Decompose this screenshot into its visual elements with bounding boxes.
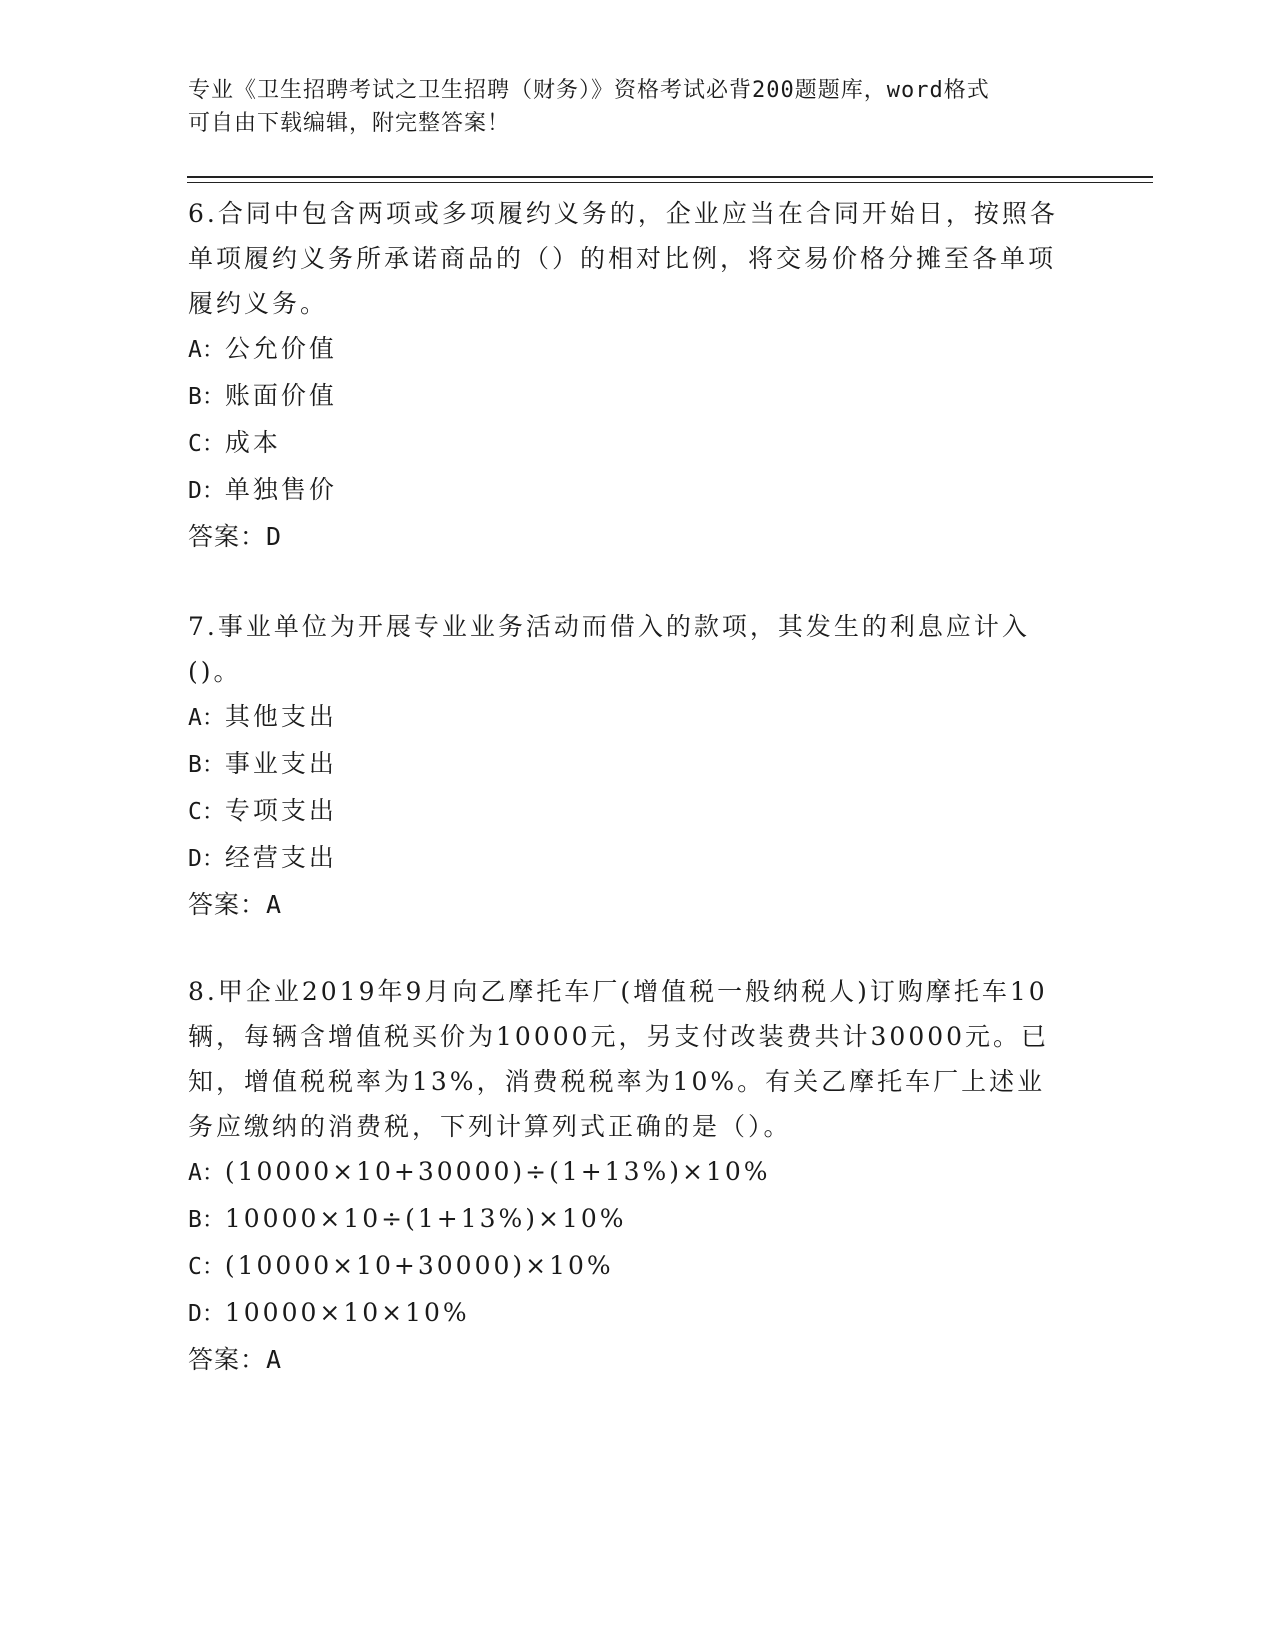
option-text: 经营支出 xyxy=(224,843,337,872)
option-c xyxy=(188,1243,1068,1290)
question-stem: 7.事业单位为开展专业业务活动而借入的款项，其发生的利息应计入()。 xyxy=(188,612,1030,686)
option-key: B： xyxy=(188,1207,225,1233)
question-6 xyxy=(188,191,1068,559)
option-key: D： xyxy=(188,478,225,504)
option-d xyxy=(188,1290,1068,1337)
question-7 xyxy=(188,604,1068,927)
option-b xyxy=(188,741,1068,788)
answer-label: 答案： xyxy=(188,890,267,919)
option-key: C： xyxy=(188,799,225,825)
option-c xyxy=(188,788,1068,835)
header-divider-thick xyxy=(187,176,1153,178)
option-a xyxy=(188,694,1068,741)
option-key: C： xyxy=(188,431,225,457)
answer-line xyxy=(188,1337,1068,1382)
option-text: 成本 xyxy=(224,428,281,457)
option-a xyxy=(188,1149,1068,1196)
document-header xyxy=(188,74,1068,140)
option-text: (10000×10+30000)×10% xyxy=(224,1251,614,1280)
answer-value: A xyxy=(266,890,283,919)
option-b xyxy=(188,373,1068,420)
option-key: D： xyxy=(188,846,225,872)
answer-label: 答案： xyxy=(188,522,267,551)
question-stem: 8.甲企业2019年9月向乙摩托车厂(增值税一般纳税人)订购摩托车10辆，每辆含增值税买价为10000元，另支付改装费共计30000元。已知，增值税税率为13%，消费税税率为10%。有关乙摩托车厂上述业务应缴纳的消费税，下列计算列式正确的是（）。 xyxy=(188,977,1050,1141)
option-c xyxy=(188,420,1068,467)
answer-value: D xyxy=(266,522,283,551)
option-text: (10000×10+30000)÷(1+13%)×10% xyxy=(224,1157,771,1186)
option-b xyxy=(188,1196,1068,1243)
answer-label: 答案： xyxy=(188,1345,267,1374)
option-key: A： xyxy=(188,337,225,363)
option-text: 账面价值 xyxy=(224,381,337,410)
option-key: A： xyxy=(188,1160,225,1186)
option-d xyxy=(188,467,1068,514)
option-key: B： xyxy=(188,752,225,778)
option-text: 公允价值 xyxy=(224,334,337,363)
question-stem: 6.合同中包含两项或多项履约义务的，企业应当在合同开始日，按照各单项履约义务所承诺商品的（）的相对比例，将交易价格分摊至各单项履约义务。 xyxy=(188,199,1058,318)
question-8 xyxy=(188,969,1068,1382)
answer-line xyxy=(188,882,1068,927)
option-text: 专项支出 xyxy=(224,796,337,825)
header-line-2: 可自由下载编辑，附完整答案！ xyxy=(188,111,511,136)
option-key: B： xyxy=(188,384,225,410)
header-line-1: 专业《卫生招聘考试之卫生招聘（财务）》资格考试必背200题题库，word格式 xyxy=(188,78,990,103)
option-d xyxy=(188,835,1068,882)
option-text: 10000×10×10% xyxy=(224,1298,470,1327)
option-a xyxy=(188,326,1068,373)
option-text: 单独售价 xyxy=(224,475,337,504)
option-key: A： xyxy=(188,705,225,731)
option-key: D： xyxy=(188,1301,225,1327)
option-text: 事业支出 xyxy=(224,749,337,778)
option-key: C： xyxy=(188,1254,225,1280)
answer-value: A xyxy=(266,1345,283,1374)
option-text: 其他支出 xyxy=(224,702,337,731)
answer-line xyxy=(188,514,1068,559)
header-divider-thin xyxy=(187,182,1153,183)
option-text: 10000×10÷(1+13%)×10% xyxy=(224,1204,627,1233)
